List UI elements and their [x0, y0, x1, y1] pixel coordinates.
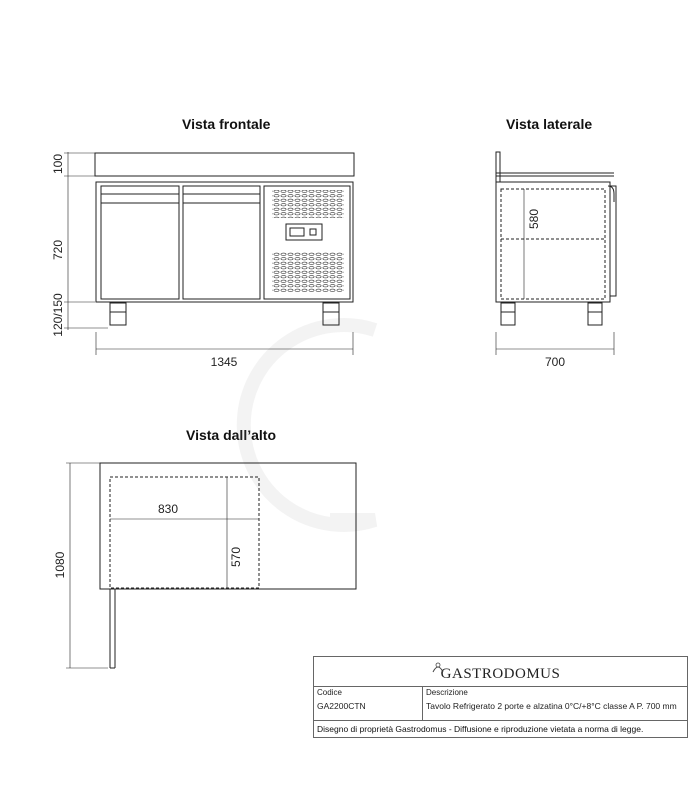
side-view-title: Vista laterale — [506, 116, 593, 132]
top-inner-compartment — [110, 477, 259, 588]
brand-logo-icon — [431, 661, 445, 673]
side-foot-left — [501, 303, 515, 325]
front-foot-left — [110, 303, 126, 325]
side-view — [496, 152, 616, 325]
dim-front-body-height: 720 — [51, 239, 65, 261]
dim-front-width: 1345 — [210, 355, 238, 369]
title-block-footer: Disegno di proprietà Gastrodomus - Diffusione e riproduzione vietata a norma di legge. — [317, 724, 644, 734]
side-cabinet — [496, 182, 610, 302]
front-vent-bottom — [272, 252, 344, 292]
side-foot-right — [588, 303, 602, 325]
title-block-logo-row — [314, 657, 687, 687]
title-block — [313, 656, 688, 738]
description-value: Tavolo Refrigerato 2 porte e alzatina 0°C/+8°C classe A P. 700 mm — [426, 701, 677, 711]
side-inner-compartment — [501, 189, 605, 299]
front-backsplash — [95, 153, 354, 176]
front-view-title: Vista frontale — [182, 116, 271, 132]
top-view — [100, 463, 356, 668]
code-value: GA2200CTN — [317, 701, 366, 711]
top-view-title: Vista dall’alto — [186, 427, 276, 443]
code-label: Codice — [317, 688, 342, 697]
description-label: Descrizione — [426, 688, 468, 697]
dim-top-overall-depth: 1080 — [53, 551, 67, 579]
dim-side-depth: 700 — [544, 355, 566, 369]
side-dimensions — [496, 189, 614, 355]
side-backsplash — [496, 152, 500, 182]
watermark — [244, 325, 375, 525]
front-vent-top — [272, 190, 344, 218]
dim-top-inner-depth: 570 — [229, 546, 243, 568]
dim-top-inner-width: 830 — [157, 502, 179, 516]
title-block-info-row — [314, 687, 687, 721]
front-view — [95, 153, 354, 325]
description-cell — [423, 687, 687, 720]
dim-side-inner-height: 580 — [527, 208, 541, 230]
dim-front-backsplash-height: 100 — [51, 153, 65, 175]
brand-name: GASTRODOMUS — [440, 666, 561, 682]
dim-front-feet-height: 120/150 — [51, 293, 65, 337]
code-cell — [314, 687, 423, 720]
